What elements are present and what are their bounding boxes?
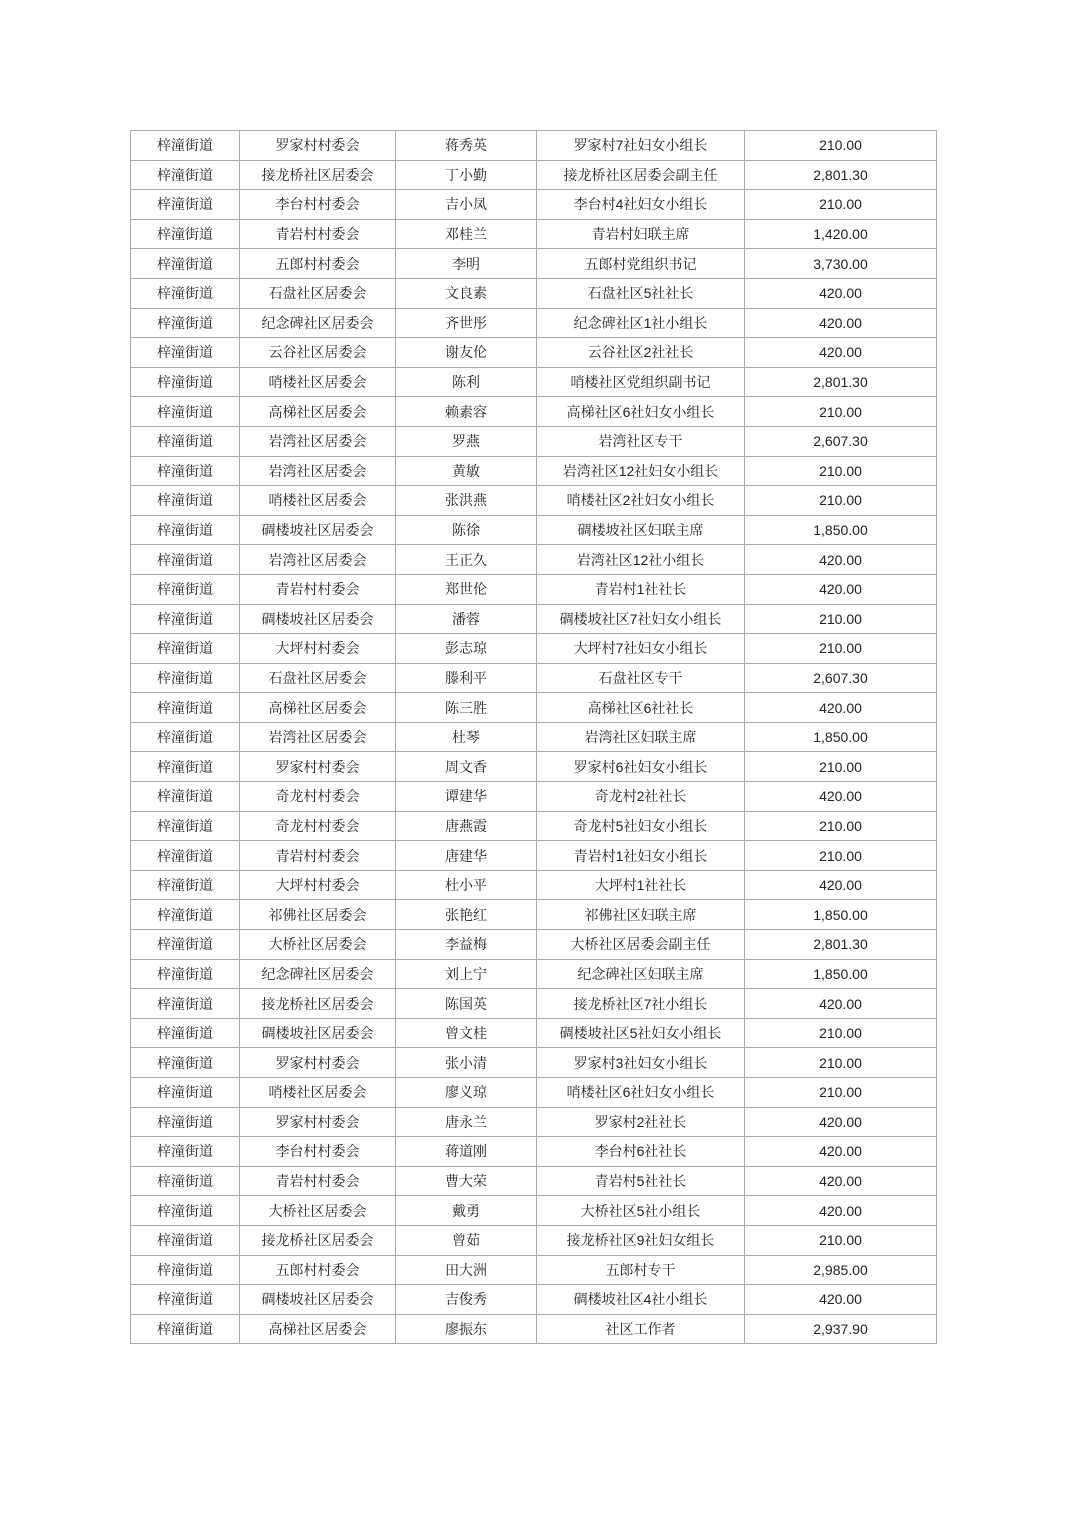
committee-cell: 石盘社区居委会 [240, 663, 396, 693]
table-row [131, 989, 937, 1019]
name-cell: 曾茹 [396, 1225, 537, 1255]
table-row [131, 604, 937, 634]
table-row [131, 249, 937, 279]
street-cell: 梓潼街道 [131, 634, 240, 664]
position-cell: 石盘社区5社社长 [537, 278, 745, 308]
table-row [131, 693, 937, 723]
table-row [131, 1048, 937, 1078]
committee-cell: 大桥社区居委会 [240, 1196, 396, 1226]
table-row [131, 278, 937, 308]
amount-cell: 2,607.30 [745, 663, 937, 693]
position-cell: 接龙桥社区7社小组长 [537, 989, 745, 1019]
table-row [131, 634, 937, 664]
amount-cell: 3,730.00 [745, 249, 937, 279]
amount-cell: 2,607.30 [745, 426, 937, 456]
table-row [131, 131, 937, 161]
position-cell: 哨楼社区2社妇女小组长 [537, 486, 745, 516]
name-cell: 李明 [396, 249, 537, 279]
committee-cell: 碉楼坡社区居委会 [240, 1285, 396, 1315]
amount-cell: 420.00 [745, 338, 937, 368]
committee-cell: 青岩村村委会 [240, 219, 396, 249]
committee-cell: 高梯社区居委会 [240, 1314, 396, 1344]
name-cell: 赖素容 [396, 397, 537, 427]
amount-cell: 210.00 [745, 486, 937, 516]
position-cell: 社区工作者 [537, 1314, 745, 1344]
amount-cell: 420.00 [745, 1137, 937, 1167]
name-cell: 蒋道刚 [396, 1137, 537, 1167]
table-row [131, 1166, 937, 1196]
committee-cell: 高梯社区居委会 [240, 693, 396, 723]
name-cell: 彭志琼 [396, 634, 537, 664]
amount-cell: 2,801.30 [745, 160, 937, 190]
position-cell: 大桥社区5社小组长 [537, 1196, 745, 1226]
position-cell: 岩湾社区12社小组长 [537, 545, 745, 575]
committee-cell: 罗家村村委会 [240, 1107, 396, 1137]
position-cell: 青岩村妇联主席 [537, 219, 745, 249]
amount-cell: 420.00 [745, 278, 937, 308]
street-cell: 梓潼街道 [131, 989, 240, 1019]
position-cell: 岩湾社区12社妇女小组长 [537, 456, 745, 486]
table-body [131, 131, 937, 1344]
street-cell: 梓潼街道 [131, 959, 240, 989]
table-row [131, 397, 937, 427]
committee-cell: 纪念碑社区居委会 [240, 308, 396, 338]
amount-cell: 420.00 [745, 1166, 937, 1196]
position-cell: 罗家村3社妇女小组长 [537, 1048, 745, 1078]
position-cell: 青岩村1社社长 [537, 574, 745, 604]
street-cell: 梓潼街道 [131, 160, 240, 190]
amount-cell: 420.00 [745, 693, 937, 723]
name-cell: 周文香 [396, 752, 537, 782]
street-cell: 梓潼街道 [131, 249, 240, 279]
name-cell: 齐世彤 [396, 308, 537, 338]
street-cell: 梓潼街道 [131, 574, 240, 604]
amount-cell: 1,850.00 [745, 515, 937, 545]
amount-cell: 420.00 [745, 1107, 937, 1137]
committee-cell: 哨楼社区居委会 [240, 1078, 396, 1108]
committee-cell: 哨楼社区居委会 [240, 486, 396, 516]
table-row [131, 930, 937, 960]
name-cell: 廖义琼 [396, 1078, 537, 1108]
table-row [131, 367, 937, 397]
position-cell: 罗家村7社妇女小组长 [537, 131, 745, 161]
committee-cell: 高梯社区居委会 [240, 397, 396, 427]
position-cell: 岩湾社区妇联主席 [537, 722, 745, 752]
position-cell: 碉楼坡社区7社妇女小组长 [537, 604, 745, 634]
position-cell: 奇龙村2社社长 [537, 782, 745, 812]
name-cell: 杜小平 [396, 870, 537, 900]
street-cell: 梓潼街道 [131, 456, 240, 486]
amount-cell: 420.00 [745, 782, 937, 812]
street-cell: 梓潼街道 [131, 219, 240, 249]
table-row [131, 160, 937, 190]
amount-cell: 2,985.00 [745, 1255, 937, 1285]
amount-cell: 420.00 [745, 574, 937, 604]
committee-cell: 奇龙村村委会 [240, 811, 396, 841]
table-row [131, 1196, 937, 1226]
position-cell: 奇龙村5社妇女小组长 [537, 811, 745, 841]
committee-cell: 接龙桥社区居委会 [240, 989, 396, 1019]
table-row [131, 1314, 937, 1344]
name-cell: 邓桂兰 [396, 219, 537, 249]
amount-cell: 210.00 [745, 397, 937, 427]
position-cell: 碉楼坡社区4社小组长 [537, 1285, 745, 1315]
committee-cell: 李台村村委会 [240, 1137, 396, 1167]
amount-cell: 210.00 [745, 131, 937, 161]
name-cell: 曾文桂 [396, 1018, 537, 1048]
amount-cell: 1,850.00 [745, 722, 937, 752]
position-cell: 纪念碑社区妇联主席 [537, 959, 745, 989]
street-cell: 梓潼街道 [131, 782, 240, 812]
table-row [131, 841, 937, 871]
street-cell: 梓潼街道 [131, 1314, 240, 1344]
subsidy-table [130, 130, 937, 1344]
street-cell: 梓潼街道 [131, 338, 240, 368]
name-cell: 张小清 [396, 1048, 537, 1078]
position-cell: 李台村4社妇女小组长 [537, 190, 745, 220]
name-cell: 田大洲 [396, 1255, 537, 1285]
name-cell: 陈徐 [396, 515, 537, 545]
committee-cell: 李台村村委会 [240, 190, 396, 220]
amount-cell: 420.00 [745, 308, 937, 338]
position-cell: 大桥社区居委会副主任 [537, 930, 745, 960]
position-cell: 接龙桥社区9社妇女组长 [537, 1225, 745, 1255]
table-row [131, 1018, 937, 1048]
table-row [131, 900, 937, 930]
committee-cell: 青岩村村委会 [240, 841, 396, 871]
table-row [131, 486, 937, 516]
name-cell: 吉俊秀 [396, 1285, 537, 1315]
name-cell: 滕利平 [396, 663, 537, 693]
table-row [131, 219, 937, 249]
name-cell: 李益梅 [396, 930, 537, 960]
table-row [131, 752, 937, 782]
name-cell: 刘上宁 [396, 959, 537, 989]
position-cell: 高梯社区6社社长 [537, 693, 745, 723]
committee-cell: 罗家村村委会 [240, 752, 396, 782]
street-cell: 梓潼街道 [131, 722, 240, 752]
name-cell: 蒋秀英 [396, 131, 537, 161]
committee-cell: 岩湾社区居委会 [240, 545, 396, 575]
committee-cell: 接龙桥社区居委会 [240, 1225, 396, 1255]
table-row [131, 663, 937, 693]
name-cell: 谭建华 [396, 782, 537, 812]
table-row [131, 308, 937, 338]
table-row [131, 545, 937, 575]
committee-cell: 罗家村村委会 [240, 1048, 396, 1078]
position-cell: 哨楼社区6社妇女小组长 [537, 1078, 745, 1108]
amount-cell: 210.00 [745, 456, 937, 486]
position-cell: 接龙桥社区居委会副主任 [537, 160, 745, 190]
table-row [131, 870, 937, 900]
position-cell: 大坪村7社妇女小组长 [537, 634, 745, 664]
street-cell: 梓潼街道 [131, 752, 240, 782]
position-cell: 青岩村1社妇女小组长 [537, 841, 745, 871]
name-cell: 丁小勤 [396, 160, 537, 190]
committee-cell: 青岩村村委会 [240, 1166, 396, 1196]
amount-cell: 2,801.30 [745, 367, 937, 397]
position-cell: 碉楼坡社区妇联主席 [537, 515, 745, 545]
amount-cell: 210.00 [745, 634, 937, 664]
committee-cell: 碉楼坡社区居委会 [240, 604, 396, 634]
position-cell: 纪念碑社区1社小组长 [537, 308, 745, 338]
position-cell: 青岩村5社社长 [537, 1166, 745, 1196]
name-cell: 陈三胜 [396, 693, 537, 723]
street-cell: 梓潼街道 [131, 1196, 240, 1226]
table-row [131, 515, 937, 545]
street-cell: 梓潼街道 [131, 1107, 240, 1137]
name-cell: 陈国英 [396, 989, 537, 1019]
amount-cell: 210.00 [745, 811, 937, 841]
amount-cell: 2,937.90 [745, 1314, 937, 1344]
committee-cell: 哨楼社区居委会 [240, 367, 396, 397]
committee-cell: 五郎村村委会 [240, 1255, 396, 1285]
committee-cell: 罗家村村委会 [240, 131, 396, 161]
street-cell: 梓潼街道 [131, 900, 240, 930]
table-row [131, 1078, 937, 1108]
street-cell: 梓潼街道 [131, 1048, 240, 1078]
committee-cell: 大坪村村委会 [240, 634, 396, 664]
committee-cell: 云谷社区居委会 [240, 338, 396, 368]
street-cell: 梓潼街道 [131, 131, 240, 161]
name-cell: 黄敏 [396, 456, 537, 486]
amount-cell: 420.00 [745, 989, 937, 1019]
name-cell: 唐燕霞 [396, 811, 537, 841]
name-cell: 张艳红 [396, 900, 537, 930]
committee-cell: 大坪村村委会 [240, 870, 396, 900]
name-cell: 张洪燕 [396, 486, 537, 516]
name-cell: 罗燕 [396, 426, 537, 456]
street-cell: 梓潼街道 [131, 811, 240, 841]
position-cell: 哨楼社区党组织副书记 [537, 367, 745, 397]
committee-cell: 岩湾社区居委会 [240, 426, 396, 456]
amount-cell: 2,801.30 [745, 930, 937, 960]
position-cell: 祁佛社区妇联主席 [537, 900, 745, 930]
committee-cell: 石盘社区居委会 [240, 278, 396, 308]
street-cell: 梓潼街道 [131, 1018, 240, 1048]
table-row [131, 811, 937, 841]
table-row [131, 456, 937, 486]
name-cell: 唐永兰 [396, 1107, 537, 1137]
position-cell: 岩湾社区专干 [537, 426, 745, 456]
table-row [131, 1255, 937, 1285]
street-cell: 梓潼街道 [131, 515, 240, 545]
name-cell: 戴勇 [396, 1196, 537, 1226]
table-row [131, 338, 937, 368]
position-cell: 罗家村2社社长 [537, 1107, 745, 1137]
position-cell: 云谷社区2社社长 [537, 338, 745, 368]
amount-cell: 210.00 [745, 1078, 937, 1108]
amount-cell: 210.00 [745, 1225, 937, 1255]
name-cell: 潘蓉 [396, 604, 537, 634]
street-cell: 梓潼街道 [131, 663, 240, 693]
name-cell: 杜琴 [396, 722, 537, 752]
amount-cell: 210.00 [745, 604, 937, 634]
amount-cell: 210.00 [745, 841, 937, 871]
amount-cell: 1,850.00 [745, 900, 937, 930]
street-cell: 梓潼街道 [131, 1255, 240, 1285]
street-cell: 梓潼街道 [131, 604, 240, 634]
table-row [131, 1107, 937, 1137]
committee-cell: 大桥社区居委会 [240, 930, 396, 960]
street-cell: 梓潼街道 [131, 278, 240, 308]
street-cell: 梓潼街道 [131, 486, 240, 516]
committee-cell: 岩湾社区居委会 [240, 722, 396, 752]
position-cell: 高梯社区6社妇女小组长 [537, 397, 745, 427]
amount-cell: 420.00 [745, 1285, 937, 1315]
committee-cell: 奇龙村村委会 [240, 782, 396, 812]
street-cell: 梓潼街道 [131, 308, 240, 338]
table-row [131, 1225, 937, 1255]
position-cell: 碉楼坡社区5社妇女小组长 [537, 1018, 745, 1048]
position-cell: 五郎村党组织书记 [537, 249, 745, 279]
amount-cell: 420.00 [745, 545, 937, 575]
position-cell: 大坪村1社社长 [537, 870, 745, 900]
name-cell: 王正久 [396, 545, 537, 575]
table-row [131, 1137, 937, 1167]
amount-cell: 210.00 [745, 1048, 937, 1078]
name-cell: 文良素 [396, 278, 537, 308]
table-row [131, 574, 937, 604]
street-cell: 梓潼街道 [131, 1137, 240, 1167]
street-cell: 梓潼街道 [131, 841, 240, 871]
street-cell: 梓潼街道 [131, 367, 240, 397]
table-row [131, 722, 937, 752]
amount-cell: 210.00 [745, 190, 937, 220]
table-row [131, 426, 937, 456]
name-cell: 陈利 [396, 367, 537, 397]
committee-cell: 青岩村村委会 [240, 574, 396, 604]
position-cell: 罗家村6社妇女小组长 [537, 752, 745, 782]
name-cell: 郑世伦 [396, 574, 537, 604]
street-cell: 梓潼街道 [131, 1166, 240, 1196]
committee-cell: 五郎村村委会 [240, 249, 396, 279]
committee-cell: 纪念碑社区居委会 [240, 959, 396, 989]
name-cell: 唐建华 [396, 841, 537, 871]
street-cell: 梓潼街道 [131, 870, 240, 900]
street-cell: 梓潼街道 [131, 426, 240, 456]
street-cell: 梓潼街道 [131, 1285, 240, 1315]
committee-cell: 岩湾社区居委会 [240, 456, 396, 486]
table-row [131, 782, 937, 812]
name-cell: 吉小凤 [396, 190, 537, 220]
amount-cell: 420.00 [745, 870, 937, 900]
amount-cell: 1,850.00 [745, 959, 937, 989]
amount-cell: 210.00 [745, 752, 937, 782]
position-cell: 石盘社区专干 [537, 663, 745, 693]
position-cell: 五郎村专干 [537, 1255, 745, 1285]
committee-cell: 碉楼坡社区居委会 [240, 1018, 396, 1048]
street-cell: 梓潼街道 [131, 693, 240, 723]
street-cell: 梓潼街道 [131, 1225, 240, 1255]
table-row [131, 1285, 937, 1315]
table-row [131, 959, 937, 989]
position-cell: 李台村6社社长 [537, 1137, 745, 1167]
committee-cell: 祁佛社区居委会 [240, 900, 396, 930]
street-cell: 梓潼街道 [131, 397, 240, 427]
name-cell: 曹大荣 [396, 1166, 537, 1196]
name-cell: 谢友伦 [396, 338, 537, 368]
name-cell: 廖振东 [396, 1314, 537, 1344]
street-cell: 梓潼街道 [131, 190, 240, 220]
committee-cell: 碉楼坡社区居委会 [240, 515, 396, 545]
street-cell: 梓潼街道 [131, 1078, 240, 1108]
committee-cell: 接龙桥社区居委会 [240, 160, 396, 190]
amount-cell: 210.00 [745, 1018, 937, 1048]
amount-cell: 420.00 [745, 1196, 937, 1226]
table-row [131, 190, 937, 220]
street-cell: 梓潼街道 [131, 545, 240, 575]
street-cell: 梓潼街道 [131, 930, 240, 960]
amount-cell: 1,420.00 [745, 219, 937, 249]
